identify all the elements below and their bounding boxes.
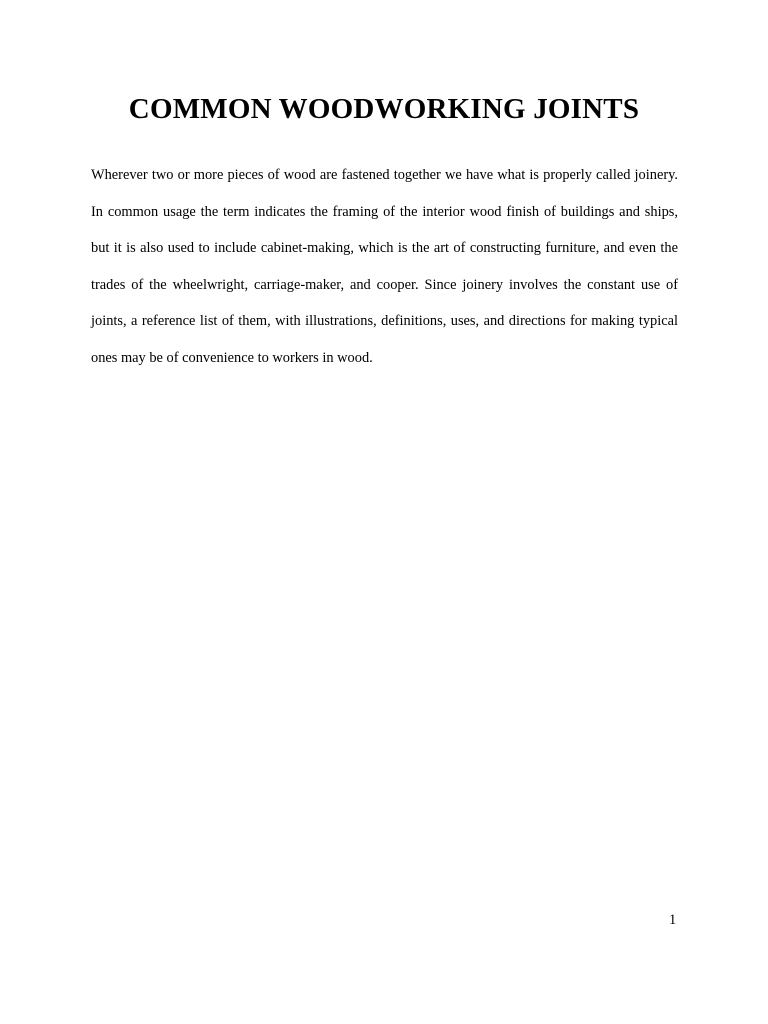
page-title: COMMON WOODWORKING JOINTS — [128, 93, 640, 125]
page-number: 1 — [669, 912, 677, 928]
paragraph-line-3: but it is also used to include cabinet-making, which is the art of constructing furniture, and even the — [91, 240, 678, 256]
paragraph-line-2: In common usage the term indicates the framing of the interior wood finish of buildings and ships, — [91, 204, 678, 220]
paragraph-line-1: Wherever two or more pieces of wood are fastened together we have what is properly called joinery. — [91, 167, 678, 183]
paragraph-line-6: ones may be of convenience to workers in wood. — [91, 350, 373, 366]
paragraph-line-4: trades of the wheelwright, carriage-maker, and cooper. Since joinery involves the constant use of — [91, 277, 678, 293]
paragraph-line-5: joints, a reference list of them, with illustrations, definitions, uses, and directions for making typical — [91, 313, 678, 329]
